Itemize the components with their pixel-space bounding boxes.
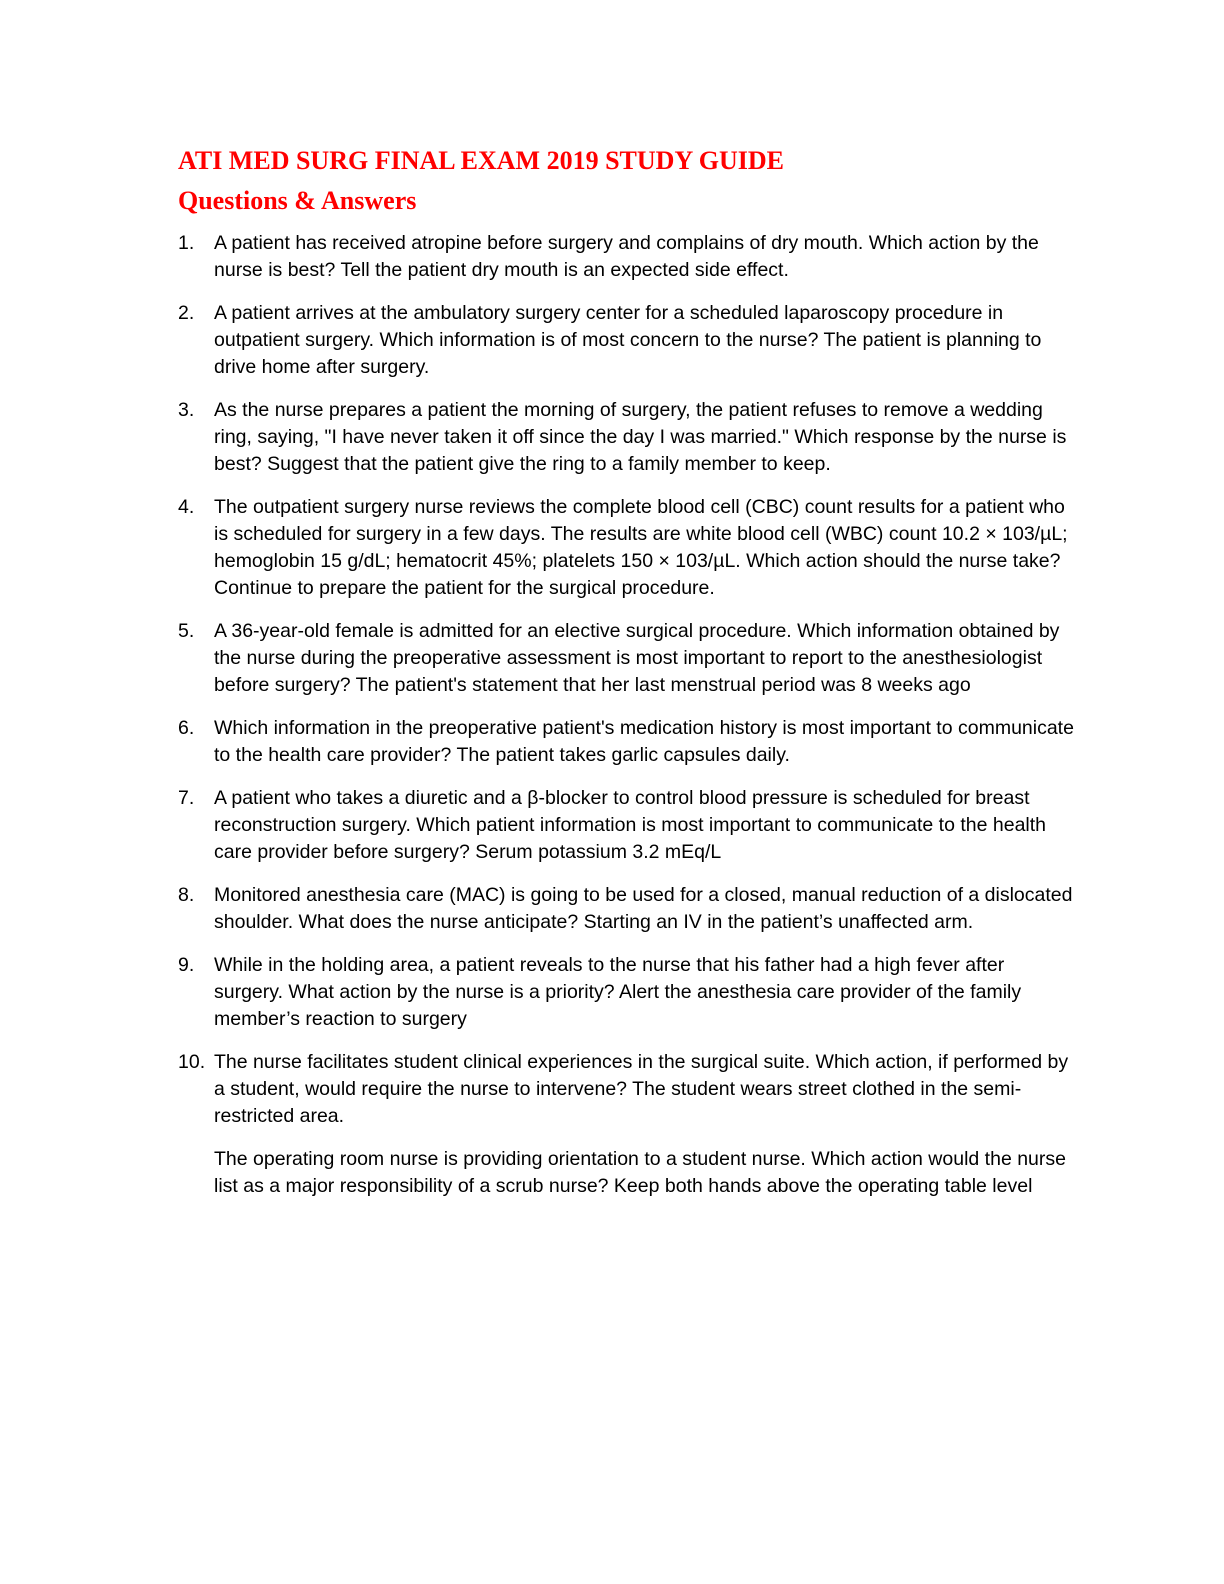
question-text: As the nurse prepares a patient the morning of surgery, the patient refuses to remove a wedding ring, saying, "I have never taken it off since the day I was married." Which response by the nurse is best? Suggest that the patient give the ring to a family member to keep. (214, 399, 1067, 475)
question-text: Which information in the preoperative patient's medication history is most important to communicate to the health care provider? The patient takes garlic capsules daily. (214, 717, 1074, 766)
question-number: 9. (178, 954, 195, 976)
question-item-8 (0, 882, 1074, 936)
question-number: 2. (178, 302, 195, 324)
question-item-unnumbered (0, 1146, 1074, 1200)
question-text: The nurse facilitates student clinical experiences in the surgical suite. Which action, if performed by a student, would require the nurse to intervene? The student wears street clothed in the semi-restricted area. (214, 1051, 1069, 1127)
question-text: The outpatient surgery nurse reviews the complete blood cell (CBC) count results for a patient who is scheduled for surgery in a few days. The results are white blood cell (WBC) count 10.2 × 103/µL; hemoglobin 15 g/dL; hematocrit 45%; platelets 150 × 103/µL. Which action should the nurse take? Continue to prepare the patient for the surgical procedure. (214, 496, 1068, 599)
question-text: A patient who takes a diuretic and a β-blocker to control blood pressure is scheduled for breast reconstruction surgery. Which patient information is most important to communicate to the health care provider before surgery? Serum potassium 3.2 mEq/L (214, 787, 1047, 863)
question-item-9 (0, 952, 1074, 1033)
question-number: 4. (178, 496, 195, 518)
question-text: A patient has received atropine before surgery and complains of dry mouth. Which action by the nurse is best? Tell the patient dry mouth is an expected side effect. (214, 232, 1039, 281)
question-item-7 (0, 785, 1074, 866)
question-text: The operating room nurse is providing orientation to a student nurse. Which action would the nurse list as a major responsibility of a scrub nurse? Keep both hands above the operating table level (214, 1148, 1066, 1197)
question-number: 5. (178, 620, 195, 642)
question-number: 7. (178, 787, 195, 809)
question-number: 3. (178, 399, 195, 421)
question-item-10 (0, 1049, 1074, 1130)
question-text: A patient arrives at the ambulatory surgery center for a scheduled laparoscopy procedure in outpatient surgery. Which information is of most concern to the nurse? The patient is planning to drive home after surgery. (214, 302, 1042, 378)
question-item-6 (0, 715, 1074, 769)
question-item-5 (0, 618, 1074, 699)
question-number: 1. (178, 232, 195, 254)
question-number: 10. (178, 1051, 206, 1073)
question-number: 6. (178, 717, 195, 739)
question-item-4 (0, 494, 1074, 602)
question-number: 8. (178, 884, 195, 906)
document-title: ATI MED SURG FINAL EXAM 2019 STUDY GUIDE (178, 146, 784, 175)
document-subtitle: Questions & Answers (178, 186, 417, 215)
question-item-1 (0, 230, 1074, 284)
question-item-3 (0, 397, 1074, 478)
question-text: A 36-year-old female is admitted for an elective surgical procedure. Which information obtained by the nurse during the preoperative assessment is most important to report to the anesthesiologist before surgery? The patient's statement that her last menstrual period was 8 weeks ago (214, 620, 1060, 696)
question-text: While in the holding area, a patient reveals to the nurse that his father had a high fever after surgery. What action by the nurse is a priority? Alert the anesthesia care provider of the family member’s reaction to surgery (214, 954, 1022, 1030)
question-item-2 (0, 300, 1074, 381)
question-list (0, 230, 1224, 1216)
question-text: Monitored anesthesia care (MAC) is going to be used for a closed, manual reduction of a dislocated shoulder. What does the nurse anticipate? Starting an IV in the patient’s unaffected arm. (214, 884, 1073, 933)
